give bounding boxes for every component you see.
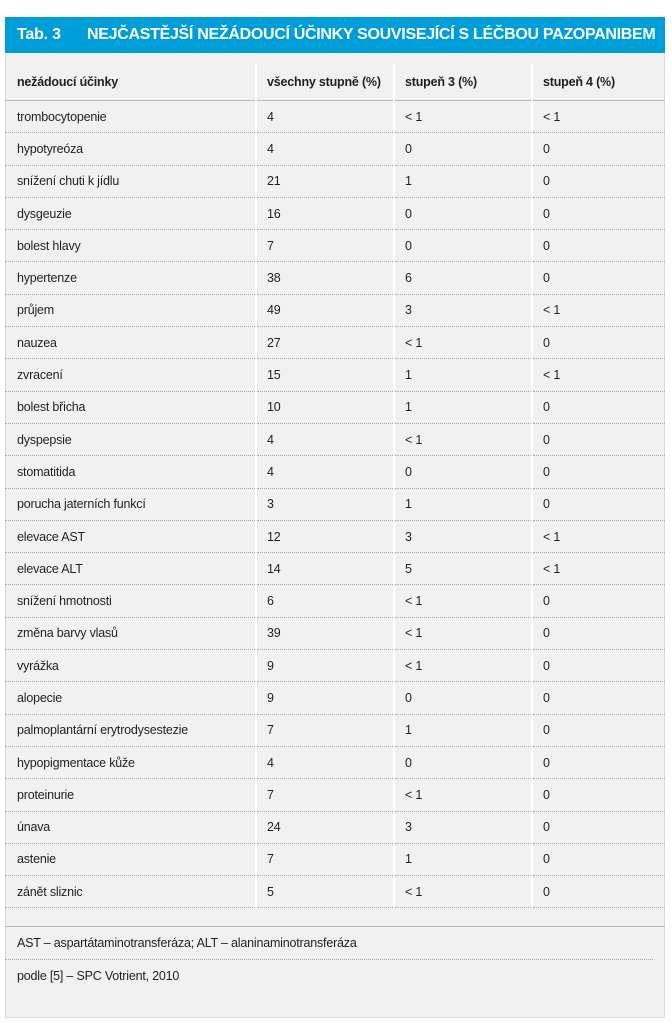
cell-adverse-effect: vyrážka xyxy=(5,650,256,682)
table-row xyxy=(5,197,665,229)
cell-grade-3: < 1 xyxy=(394,101,532,133)
cell-grade-3: 5 xyxy=(394,553,532,585)
cell-all-grades: 14 xyxy=(256,553,394,585)
cell-grade-4: < 1 xyxy=(532,294,665,326)
cell-adverse-effect: stomatitida xyxy=(5,456,256,488)
cell-all-grades: 7 xyxy=(256,230,394,262)
cell-adverse-effect: únava xyxy=(5,811,256,843)
cell-all-grades: 27 xyxy=(256,327,394,359)
cell-grade-3: < 1 xyxy=(394,617,532,649)
table-row xyxy=(5,101,665,133)
cell-adverse-effect: snížení hmotnosti xyxy=(5,585,256,617)
cell-all-grades: 7 xyxy=(256,779,394,811)
cell-grade-3: < 1 xyxy=(394,779,532,811)
table-row xyxy=(5,617,665,649)
cell-grade-3: 1 xyxy=(394,391,532,423)
cell-all-grades: 3 xyxy=(256,488,394,520)
cell-grade-3: 0 xyxy=(394,230,532,262)
column-header-adverse-effects: nežádoucí účinky xyxy=(5,64,256,101)
cell-all-grades: 16 xyxy=(256,197,394,229)
cell-grade-3: < 1 xyxy=(394,650,532,682)
column-header-grade-3: stupeň 3 (%) xyxy=(394,64,532,101)
table-row xyxy=(5,230,665,262)
table-number-label: Tab. 3 xyxy=(17,26,61,43)
cell-grade-3: < 1 xyxy=(394,423,532,455)
cell-adverse-effect: hypotyreóza xyxy=(5,133,256,165)
cell-adverse-effect: bolest hlavy xyxy=(5,230,256,262)
cell-all-grades: 9 xyxy=(256,682,394,714)
cell-all-grades: 49 xyxy=(256,294,394,326)
cell-grade-3: < 1 xyxy=(394,585,532,617)
cell-grade-4: 0 xyxy=(532,456,665,488)
cell-adverse-effect: snížení chuti k jídlu xyxy=(5,165,256,197)
cell-all-grades: 4 xyxy=(256,456,394,488)
cell-grade-4: 0 xyxy=(532,165,665,197)
cell-all-grades: 24 xyxy=(256,811,394,843)
cell-grade-4: 0 xyxy=(532,779,665,811)
cell-grade-4: 0 xyxy=(532,843,665,875)
cell-grade-4: 0 xyxy=(532,423,665,455)
column-header-all-grades: všechny stupně (%) xyxy=(256,64,394,101)
cell-all-grades: 15 xyxy=(256,359,394,391)
cell-grade-4: 0 xyxy=(532,714,665,746)
table-row xyxy=(5,294,665,326)
cell-all-grades: 9 xyxy=(256,650,394,682)
cell-all-grades: 4 xyxy=(256,101,394,133)
cell-adverse-effect: nauzea xyxy=(5,327,256,359)
cell-all-grades: 39 xyxy=(256,617,394,649)
table-row xyxy=(5,165,665,197)
cell-grade-3: 0 xyxy=(394,456,532,488)
cell-grade-4: 0 xyxy=(532,262,665,294)
cell-grade-3: 6 xyxy=(394,262,532,294)
table-row xyxy=(5,714,665,746)
cell-grade-4: 0 xyxy=(532,682,665,714)
cell-grade-4: 0 xyxy=(532,133,665,165)
cell-grade-4: < 1 xyxy=(532,553,665,585)
cell-all-grades: 4 xyxy=(256,423,394,455)
cell-adverse-effect: zvracení xyxy=(5,359,256,391)
cell-adverse-effect: alopecie xyxy=(5,682,256,714)
footnote-source: podle [5] – SPC Votrient, 2010 xyxy=(5,959,653,992)
table-row xyxy=(5,488,665,520)
cell-grade-4: 0 xyxy=(532,585,665,617)
cell-adverse-effect: porucha jaterních funkcí xyxy=(5,488,256,520)
cell-all-grades: 4 xyxy=(256,746,394,778)
cell-all-grades: 6 xyxy=(256,585,394,617)
footnote-abbreviations: AST – aspartátaminotransferáza; ALT – alaninaminotransferáza xyxy=(5,926,665,959)
table-footnotes xyxy=(5,926,665,992)
cell-all-grades: 21 xyxy=(256,165,394,197)
table-title-bar xyxy=(5,17,665,53)
cell-grade-3: 0 xyxy=(394,746,532,778)
cell-adverse-effect: průjem xyxy=(5,294,256,326)
cell-grade-3: 1 xyxy=(394,359,532,391)
table-row xyxy=(5,779,665,811)
cell-adverse-effect: změna barvy vlasů xyxy=(5,617,256,649)
cell-adverse-effect: astenie xyxy=(5,843,256,875)
table-row xyxy=(5,650,665,682)
cell-grade-4: 0 xyxy=(532,488,665,520)
cell-grade-3: < 1 xyxy=(394,876,532,908)
cell-adverse-effect: bolest břicha xyxy=(5,391,256,423)
table-row xyxy=(5,876,665,908)
table-title: NEJČASTĚJŠÍ NEŽÁDOUCÍ ÚČINKY SOUVISEJÍCÍ S LÉČBOU PAZOPANIBEM xyxy=(87,26,656,43)
table-row xyxy=(5,423,665,455)
table-row xyxy=(5,746,665,778)
cell-grade-4: 0 xyxy=(532,391,665,423)
cell-grade-4: < 1 xyxy=(532,359,665,391)
cell-all-grades: 5 xyxy=(256,876,394,908)
cell-grade-4: 0 xyxy=(532,230,665,262)
cell-adverse-effect: palmoplantární erytrodysestezie xyxy=(5,714,256,746)
cell-all-grades: 12 xyxy=(256,520,394,552)
cell-adverse-effect: elevace ALT xyxy=(5,553,256,585)
cell-all-grades: 10 xyxy=(256,391,394,423)
column-header-grade-4: stupeň 4 (%) xyxy=(532,64,665,101)
cell-grade-3: 1 xyxy=(394,165,532,197)
cell-adverse-effect: elevace AST xyxy=(5,520,256,552)
cell-grade-4: 0 xyxy=(532,650,665,682)
cell-adverse-effect: hypopigmentace kůže xyxy=(5,746,256,778)
cell-all-grades: 7 xyxy=(256,843,394,875)
cell-grade-3: 0 xyxy=(394,133,532,165)
table-row xyxy=(5,262,665,294)
cell-all-grades: 7 xyxy=(256,714,394,746)
cell-grade-3: 3 xyxy=(394,294,532,326)
cell-grade-4: < 1 xyxy=(532,101,665,133)
cell-adverse-effect: dyspepsie xyxy=(5,423,256,455)
cell-grade-4: 0 xyxy=(532,811,665,843)
cell-adverse-effect: proteinurie xyxy=(5,779,256,811)
cell-grade-3: 1 xyxy=(394,488,532,520)
table-row xyxy=(5,391,665,423)
cell-grade-3: 0 xyxy=(394,197,532,229)
cell-grade-4: 0 xyxy=(532,327,665,359)
cell-grade-4: 0 xyxy=(532,746,665,778)
cell-grade-3: 3 xyxy=(394,811,532,843)
table-row xyxy=(5,811,665,843)
table-row xyxy=(5,585,665,617)
table-row xyxy=(5,520,665,552)
table-header-row xyxy=(5,64,665,101)
cell-grade-3: 0 xyxy=(394,682,532,714)
cell-all-grades: 4 xyxy=(256,133,394,165)
table-row xyxy=(5,843,665,875)
cell-grade-4: < 1 xyxy=(532,520,665,552)
cell-adverse-effect: dysgeuzie xyxy=(5,197,256,229)
cell-all-grades: 38 xyxy=(256,262,394,294)
cell-grade-4: 0 xyxy=(532,197,665,229)
table-row xyxy=(5,359,665,391)
table-row xyxy=(5,682,665,714)
table-row xyxy=(5,133,665,165)
table-row xyxy=(5,327,665,359)
adverse-effects-table xyxy=(5,64,665,908)
cell-grade-3: 1 xyxy=(394,714,532,746)
table-row xyxy=(5,456,665,488)
cell-adverse-effect: hypertenze xyxy=(5,262,256,294)
cell-grade-3: 3 xyxy=(394,520,532,552)
cell-adverse-effect: zánět sliznic xyxy=(5,876,256,908)
cell-adverse-effect: trombocytopenie xyxy=(5,101,256,133)
table-row xyxy=(5,553,665,585)
cell-grade-3: < 1 xyxy=(394,327,532,359)
cell-grade-3: 1 xyxy=(394,843,532,875)
cell-grade-4: 0 xyxy=(532,617,665,649)
table-body xyxy=(5,101,665,908)
cell-grade-4: 0 xyxy=(532,876,665,908)
